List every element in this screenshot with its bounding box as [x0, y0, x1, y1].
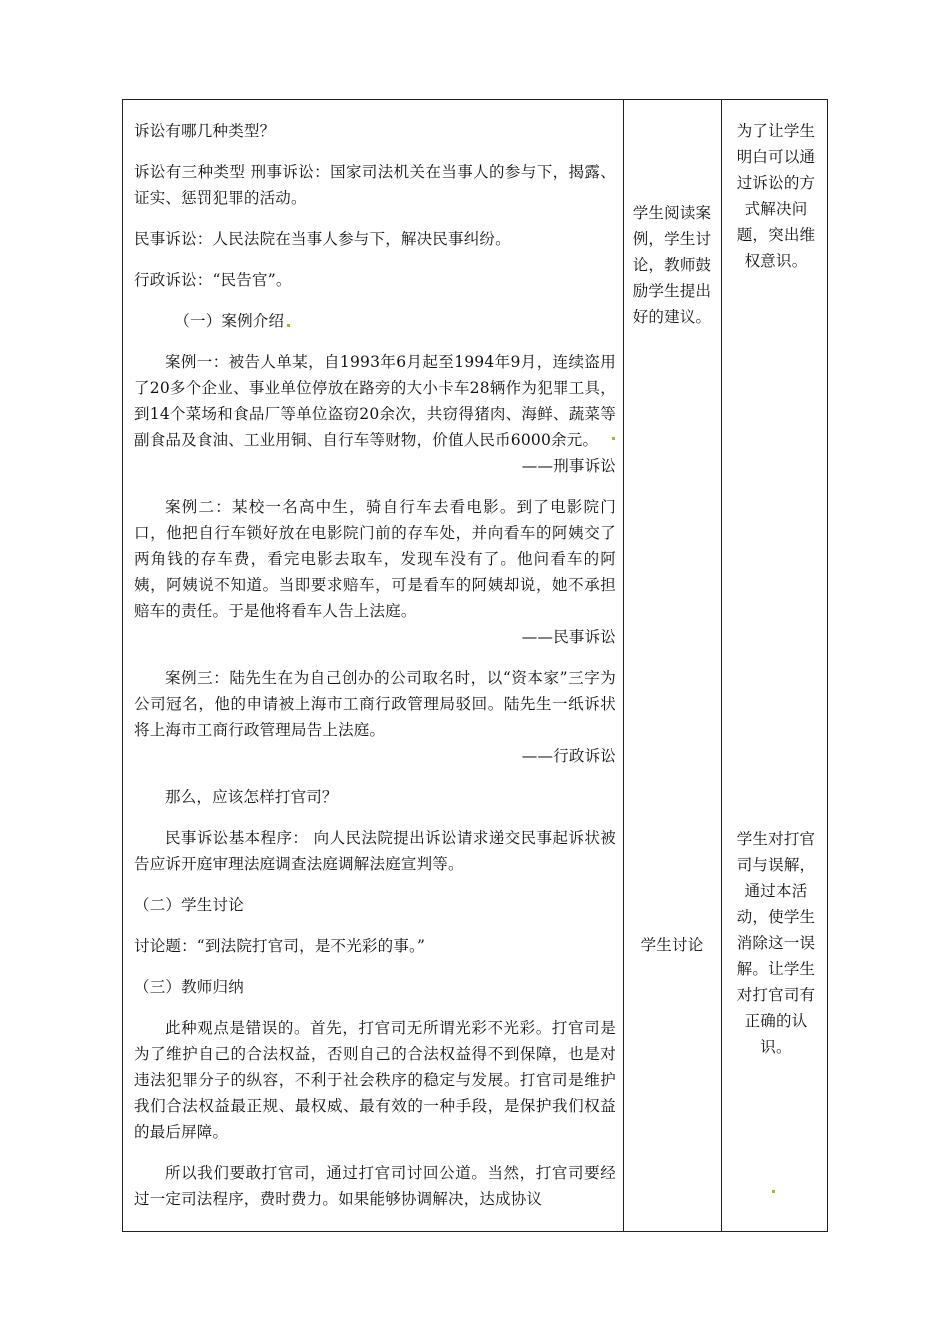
case-3-tag: ——行政诉讼: [521, 747, 616, 765]
section-heading-summary: （三）教师归纳: [134, 978, 244, 996]
student-activity-1: 学生阅读案例，学生讨论，教师鼓励学生提出好的建议。: [632, 204, 712, 326]
lesson-plan-table: [122, 99, 828, 1232]
column-divider: [623, 100, 624, 1231]
administrative-litigation-definition: 行政诉讼：“民告官”。: [134, 271, 292, 289]
how-to-sue-question: 那么，应该怎样打官司？: [165, 788, 338, 806]
column-divider: [721, 100, 722, 1231]
teaching-content-column: [134, 118, 616, 1227]
section-heading-discussion: （二）学生讨论: [134, 896, 244, 914]
case-2: [134, 494, 616, 650]
ink-speck: [772, 1190, 775, 1193]
case-2-text: 案例二：某校一名高中生，骑自行车去看电影。到了电影院门口，他把自行车锁好放在电影院门前的存车处，并向看车的阿姨交了两角钱的存车费，看完电影去取车，发现车没有了。他问看车的阿姨，阿姨说不知道。当即要求赔车，可是看车的阿姨却说，她不承担赔车的责任。于是他将看车人告上法庭。: [134, 498, 616, 620]
case-1-text: 案例一：被告人单某，自1993年6月起至1994年9月，连续盗用了20多个企业、事业单位停放在路旁的大小卡车28辆作为犯罪工具，到14个菜场和食品厂等单位盗窃20余次，共窃得猪肉、海鲜、蔬菜等副食品及食油、工业用铜、自行车等财物，价值人民币6000余元。: [134, 353, 616, 449]
litigation-types-intro: 诉讼有三种类型 刑事诉讼：国家司法机关在当事人的参与下，揭露、证实、惩罚犯罪的活动。: [134, 163, 616, 207]
case-1: [134, 349, 616, 479]
discussion-topic: 讨论题：“到法院打官司，是不光彩的事。”: [134, 937, 426, 955]
case-2-tag: ——民事诉讼: [521, 628, 616, 646]
ink-speck: [287, 324, 290, 327]
case-1-tag: ——刑事诉讼: [521, 457, 616, 475]
civil-litigation-definition: 民事诉讼：人民法院在当事人参与下，解决民事纠纷。: [134, 230, 511, 248]
ink-speck: [612, 437, 615, 440]
summary-paragraph-1: 此种观点是错误的。首先，打官司无所谓光彩不光彩。打官司是为了维护自己的合法权益，否则自己的合法权益得不到保障，也是对违法犯罪分子的纵容，不利于社会秩序的稳定与发展。打官司是维护我们合法权益最正规、最权威、最有效的一种手段，是保护我们权益的最后屏障。: [134, 1019, 616, 1141]
case-3-text: 案例三：陆先生在为自己创办的公司取名时，以“资本家”三字为公司冠名，他的申请被上海市工商行政管理局驳回。陆先生一纸诉状将上海市工商行政管理局告上法庭。: [134, 669, 616, 739]
section-heading-case-intro: （一）案例介绍: [174, 312, 285, 330]
civil-procedure: 民事诉讼基本程序： 向人民法院提出诉讼请求递交民事起诉状被告应诉开庭审理法庭调查法庭调解法庭宣判等。: [134, 829, 616, 873]
design-purpose-2: 学生对打官司与误解，通过本活动，使学生消除这一误解。让学生对打官司有正确的认识。: [736, 830, 816, 1056]
design-purpose-1: 为了让学生明白可以通过诉讼的方式解决问题，突出维权意识。: [736, 122, 816, 270]
summary-paragraph-2: 所以我们要敢打官司，通过打官司讨回公道。当然，打官司要经过一定司法程序，费时费力。如果能够协调解决，达成协议: [134, 1164, 616, 1208]
litigation-types-question: 诉讼有哪几种类型？: [134, 122, 276, 140]
student-activity-2: 学生讨论: [640, 936, 704, 954]
case-3: [134, 665, 616, 769]
